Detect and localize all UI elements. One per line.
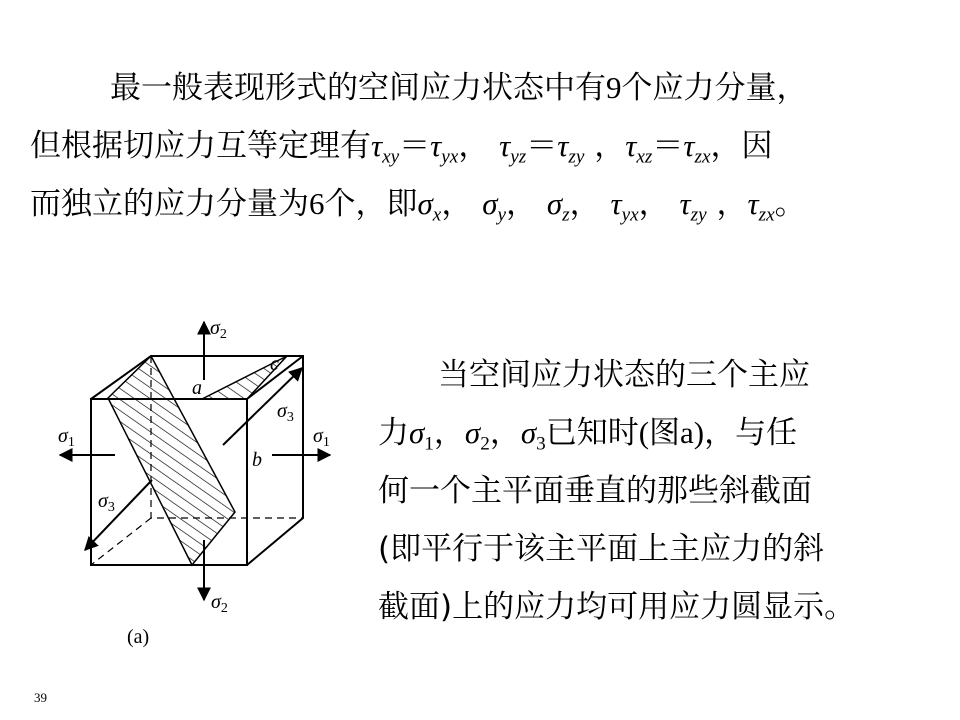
sigma-symbol: σ xyxy=(409,415,425,450)
label-sigma2-top: $\sigma_2$ xyxy=(210,317,227,342)
sigma-symbol: σ xyxy=(482,186,498,221)
label-b: b xyxy=(252,449,262,471)
sigma-symbol: σ xyxy=(417,186,433,221)
para2-line3 xyxy=(378,471,812,511)
para2-line3-text: 何一个主平面垂直的那些斜截面 xyxy=(378,473,812,509)
label-sigma3-left: $\sigma_3$ xyxy=(98,490,115,515)
comma: ， xyxy=(638,186,670,222)
comma: ， xyxy=(506,186,538,222)
sub-2: 2 xyxy=(480,433,490,455)
sub-xz: xz xyxy=(636,146,653,168)
tau-symbol: τ xyxy=(430,128,442,163)
tau-symbol: τ xyxy=(747,186,759,221)
para2-line2-pre: 力 xyxy=(378,415,409,451)
para1-line1-tail: 个应力分量， xyxy=(621,70,808,106)
para1-line2 xyxy=(30,126,772,178)
equals-sign: ＝ xyxy=(526,128,558,164)
tau-symbol: τ xyxy=(499,128,511,163)
label-a: a xyxy=(192,377,202,399)
tau-symbol: τ xyxy=(557,128,569,163)
sub-x: x xyxy=(432,204,442,226)
cube-hidden-edge xyxy=(91,518,151,565)
sub-3: 3 xyxy=(536,433,546,455)
label-sigma3-right: $\sigma_3$ xyxy=(277,400,294,425)
label-c: c xyxy=(270,353,279,375)
para2-line5-text: 截面)上的应力均可用应力圆显示。 xyxy=(378,589,856,625)
para2-line1 xyxy=(438,355,810,395)
para2-line2-mid: 已知时 xyxy=(545,415,639,451)
sub-zy: zy xyxy=(690,204,707,226)
para1-line2-text: 但根据切应力互等定理有 xyxy=(30,128,371,164)
equals-sign: ＝ xyxy=(399,128,431,164)
para2-line5 xyxy=(378,587,855,627)
label-sigma1-right: $\sigma_1$ xyxy=(313,425,330,450)
sub-zy: zy xyxy=(568,146,585,168)
tau-symbol: τ xyxy=(610,186,622,221)
para1-line3-text: 而独立的应力分量为 xyxy=(30,186,309,222)
tau-symbol: τ xyxy=(371,128,383,163)
para2-line4-text: (即平行于该主平面上主应力的斜 xyxy=(378,531,825,567)
oblique-section xyxy=(108,356,235,565)
comma: ， xyxy=(716,186,748,222)
comma: ， xyxy=(458,128,490,164)
period: 。 xyxy=(774,186,806,222)
para1-line3-tail: 个，即 xyxy=(324,186,418,222)
sub-y: y xyxy=(497,204,507,226)
because-char: 因 xyxy=(741,128,773,164)
tau-symbol: τ xyxy=(625,128,637,163)
para1-line3 xyxy=(30,184,806,236)
sub-xy: xy xyxy=(382,146,400,168)
tau-symbol: τ xyxy=(683,128,695,163)
sigma3-lower-arrow xyxy=(85,480,152,550)
comma: ， xyxy=(489,415,521,451)
page-number: 39 xyxy=(34,690,47,705)
stress-cube-figure xyxy=(40,300,340,620)
para2-line4 xyxy=(378,529,824,569)
para1-line1-num: 9 xyxy=(606,70,622,105)
sigma-symbol: σ xyxy=(520,415,537,450)
comma: ， xyxy=(569,186,601,222)
sub-1: 1 xyxy=(424,433,434,455)
sub-yx: yx xyxy=(621,204,639,226)
para2-line2-tail: ，与任 xyxy=(704,415,798,451)
label-sigma2-bottom: $\sigma_2$ xyxy=(211,591,228,616)
figure-reference: (图a) xyxy=(638,415,705,450)
sigma-symbol: σ xyxy=(546,186,563,221)
comma: ， xyxy=(594,128,626,164)
para1-line1-text: 最一般表现形式的空间应力状态中有 xyxy=(110,70,606,106)
sub-yz: yz xyxy=(510,146,527,168)
sigma-symbol: σ xyxy=(464,415,481,450)
sub-z: z xyxy=(562,204,570,226)
para2-line2 xyxy=(378,413,797,465)
para2-line1-text: 当空间应力状态的三个主应 xyxy=(438,357,810,393)
sub-zx: zx xyxy=(758,204,775,226)
sub-yx: yx xyxy=(441,146,459,168)
tau-symbol: τ xyxy=(679,186,691,221)
para1-line3-num: 6 xyxy=(309,186,325,221)
label-sigma1-left: $\sigma_1$ xyxy=(58,425,75,450)
comma: ， xyxy=(710,128,742,164)
comma: ， xyxy=(433,415,465,451)
comma: ， xyxy=(441,186,473,222)
equals-sign: ＝ xyxy=(652,128,684,164)
sub-zx: zx xyxy=(694,146,711,168)
figure-caption: (a) xyxy=(127,626,150,648)
para1-line1 xyxy=(110,68,808,108)
